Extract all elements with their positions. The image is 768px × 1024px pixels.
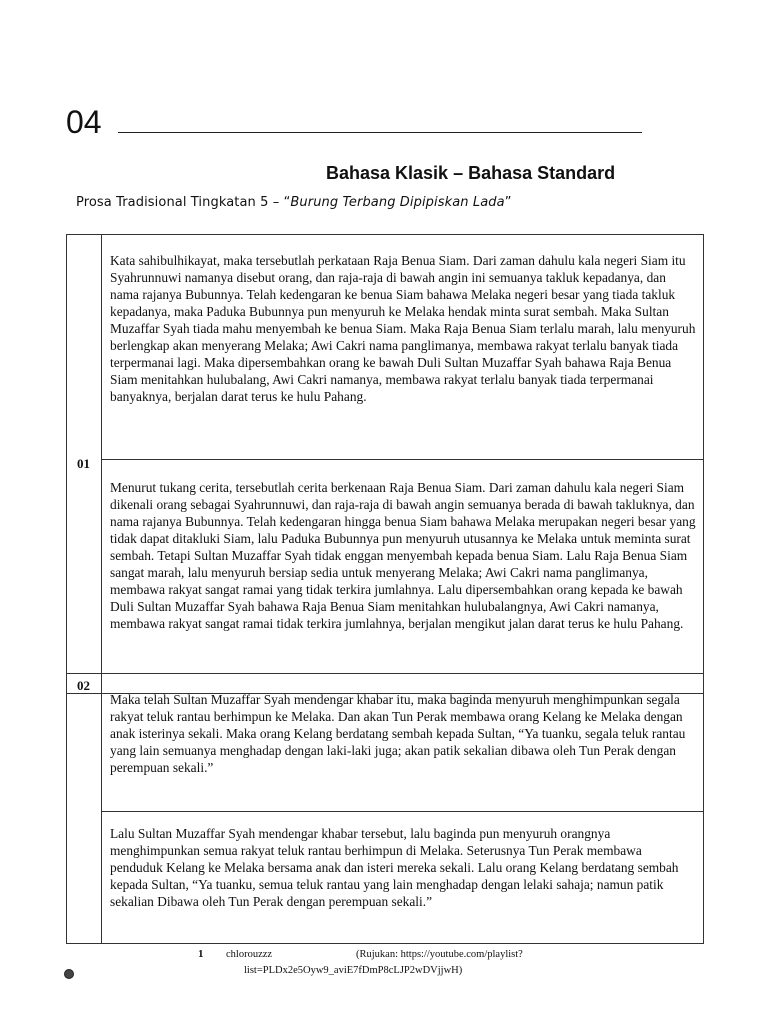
footer-reference-line1: (Rujukan: https://youtube.com/playlist?: [356, 949, 523, 960]
page-subtitle: [76, 195, 512, 210]
subtitle-story-title: Burung Terbang Dipipiskan Lada: [290, 195, 505, 210]
page-number: 04: [66, 104, 102, 140]
table-row: [67, 460, 704, 694]
passage-table-02: [66, 673, 704, 944]
classic-text-cell: [102, 674, 704, 812]
creative-commons-icon: [64, 969, 74, 979]
footer-reference-line2: list=PLDx2e5Oyw9_aviE7fDmP8cLJP2wDVjjwH): [244, 965, 463, 976]
subtitle-suffix: ”: [504, 195, 512, 210]
footer-page-number: 1: [198, 948, 204, 960]
table-row: [67, 812, 704, 944]
standard-passage: Menurut tukang cerita, tersebutlah cerita berkenaan Raja Benua Siam. Dari zaman dahulu kala negeri Siam dikenali orang sebagai Syahrunnuwi, dan raja-raja di bawah angin semuanya berada di bawah takluknya, dan nama rajanya Bubunnya. Telah kedengaran hingga benua Siam bahawa Melaka merupakan negeri besar yang tidak dapat ditakluki Siam, lalu Paduka Bubunnya pun menyuruh utusannya ke Melaka untuk meminta surat sembah. Tetapi Sultan Muzaffar Syah tidak enggan menyembah kepada benua Siam. Lalu Raja Benua Siam sangat marah, lalu menyuruh bersiap sedia untuk menyerang Melaka; Awi Cakri nama panglimanya, membawa rakyat sangat ramai yang tidak terkira jumlahnya. Lalu dipersembahkan orang kepada ke bawah Duli Sultan Muzaffar Syah bahawa Raja Benua Siam menitahkan hulubalangnya, Awi Cakri namanya, membawa rakyat sangat ramai tidak terkira jumlahnya, berjalan mengikut jalan darat terus ke hulu Pahang.: [110, 480, 696, 631]
section-number: 01: [77, 456, 90, 471]
footer-author: chlorouzzz: [226, 949, 273, 960]
subtitle-prefix: Prosa Tradisional Tingkatan 5 – “: [76, 195, 291, 210]
title-underline: [118, 132, 642, 133]
standard-text-cell: [102, 460, 704, 694]
classic-text-cell: [102, 235, 704, 460]
page-title: Bahasa Klasik – Bahasa Standard: [326, 163, 616, 183]
table-row: [67, 235, 704, 460]
classic-passage: Maka telah Sultan Muzaffar Syah mendengar khabar itu, maka baginda menyuruh menghimpunkan segala rakyat teluk rantau berhimpun ke Melaka. Dan akan Tun Perak membawa orang Kelang ke Melaka dengan anak isterinya sekali. Maka orang Kelang berdatang sembah kepada Sultan, “Ya tuanku, segala teluk rantau yang lain semuanya menghadap dengan laki-laki juga; akan patik sekalian dibawa oleh Tun Perak dengan perempuan sekali.”: [110, 692, 686, 775]
section-number: 02: [77, 678, 90, 693]
section-number-cell: [67, 235, 102, 694]
section-number-cell: [67, 674, 102, 944]
standard-passage: Lalu Sultan Muzaffar Syah mendengar khabar tersebut, lalu baginda pun menyuruh orangnya menghimpunkan semua rakyat teluk rantau berhimpun di Melaka. Seterusnya Tun Perak membawa penduduk Kelang ke Melaka bersama anak dan isteri mereka sekali. Lalu orang Kelang berdatang sembah kepada Sultan, “Ya tuanku, semua teluk rantau yang lain menghadap dengan lelaki sahaja; namun patik sekalian Dibawa oleh Tun Perak dengan perempuan sekali.”: [110, 826, 679, 909]
passage-table-01: [66, 234, 704, 694]
table-row: [67, 674, 704, 812]
classic-passage: Kata sahibulhikayat, maka tersebutlah perkataan Raja Benua Siam. Dari zaman dahulu kala negeri Siam itu Syahrunnuwi namanya disebut orang, dan raja-raja di bawah angin ini semuanya takluk kepadanya, dan nama rajanya Bubunnya. Telah kedengaran ke benua Siam bahawa Melaka negeri besar yang tiada takluk kepadanya, maka Paduka Bubunnya pun menyuruh ke Melaka hendak minta surat sembah. Maka Sultan Muzaffar Syah tiada mahu menyembah ke benua Siam. Maka Raja Benua Siam terlalu marah, lalu menyuruh berlengkap akan menyerang Melaka; Awi Cakri nama panglimanya, membawa rakyat terlalu banyak tiada terpermanai lagi. Maka dipersembahkan orang ke bawah Duli Sultan Muzaffar Syah bahawa Raja Benua Siam menitahkan hulubalang, Awi Cakri namanya, membawa rakyat terlalu banyak tiada terpermanai banyaknya, berjalan darat terus ke hulu Pahang.: [110, 253, 696, 404]
standard-text-cell: [102, 812, 704, 944]
